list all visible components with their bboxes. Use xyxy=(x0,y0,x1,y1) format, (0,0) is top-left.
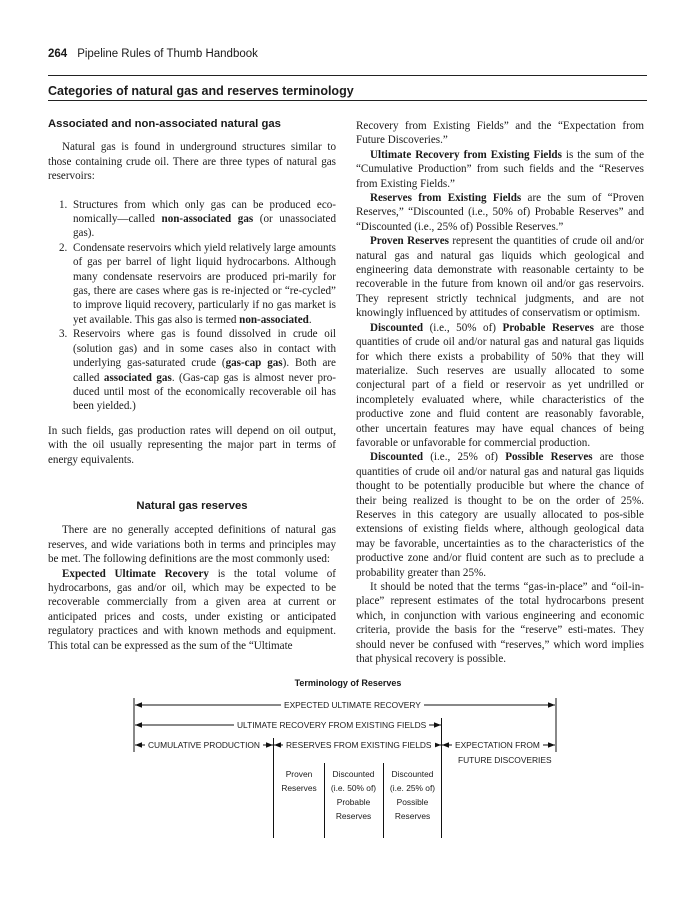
proven-reserves-label: Proven Reserves xyxy=(281,769,317,793)
title-rule xyxy=(48,100,647,101)
possible-reserves-paragraph: Discounted (i.e., 25% of) Possible Reserves are those quantities of crude oil and/or natural gas and natural gas liquids thought to be potentially producible but where the chance of their being realized is thought to be on the order of 25%. Reserves in this category are usually allocated to pos-sible extensions of existing fields where, although geological data may be favorable, uncertainties as to the characteristics of the productive zone and/or fluid content are such as to preclude a probability greater than 25%. xyxy=(356,451,644,579)
right-column xyxy=(356,119,644,666)
terminology-figure xyxy=(133,678,563,838)
term-non-associated: non-associated xyxy=(239,313,309,326)
section-title: Categories of natural gas and reserves terminology xyxy=(48,84,354,98)
after-list-paragraph: In such fields, gas production rates will depend on oil output, with the oil usually representing the major part in terms of energy equivalents. xyxy=(48,424,336,466)
cum-label: CUMULATIVE PRODUCTION xyxy=(145,740,263,750)
eur-paragraph: Expected Ultimate Recovery is the total volume of hydrocarbons, gas and/or oil, which may be expected to be recoverable commercially from a given area at current or anticipated prices and costs, under existing or anticipated regulatory practices and with known methods and equipment. This total can be expressed as the sum of the “Ultimate xyxy=(48,567,336,652)
list-item: 1. Structures from which only gas can be produced eco-nomically—called non-associated gas (or unassociated gas). xyxy=(59,198,336,240)
page-number: 264 xyxy=(48,48,68,60)
probable-reserves-label: Discounted (i.e. 50% of) Probable Reserves xyxy=(330,769,377,821)
probable-reserves-paragraph: Discounted (i.e., 50% of) Probable Reserves are those quantities of crude oil and/or natural gas and natural gas liquids for which there exists a probability of 50% that they will materialize. Such reserves are usually allocated to some conjectural part of a field or reservoir as yet undrilled or incompletely evaluated where, while characteristics of the productive zone and fluid content are reasonably favorable, other uncertain features may have equal chances of being favorable or unfavorable for commercial production. xyxy=(356,321,644,449)
ur-label: ULTIMATE RECOVERY FROM EXISTING FIELDS xyxy=(234,720,429,730)
left-column xyxy=(48,117,336,653)
reserves-existing-paragraph: Reserves from Existing Fields are the sum of “Proven Reserves,” “Discounted (i.e., 50% of) Probable Reserves” and “Discounted (i.e., 25% of) Possible Reserves.” xyxy=(356,192,644,233)
possible-reserves-label: Discounted (i.e. 25% of) Possible Reserves xyxy=(389,769,436,821)
term-non-associated-gas: non-associated gas xyxy=(161,213,254,226)
figure-title: Terminology of Reserves xyxy=(294,678,402,688)
list-item: 3. Reservoirs where gas is found dissolved in crude oil (solution gas) and in some cases also in contact with underlying gas-saturated crude (gas-cap gas). Both are called associated gas. (Gas-cap gas is almost never pro-duced until most of the economically recoverable oil has been yielded.) xyxy=(59,328,336,413)
running-head xyxy=(48,48,258,60)
ultimate-recovery-paragraph: Ultimate Recovery from Existing Fields is the sum of the “Cumulative Production” from such fields and the “Reserves from Existing Fields.” xyxy=(356,148,644,190)
heading-natural-gas-reserves: Natural gas reserves xyxy=(136,499,248,512)
exp-label-line1: EXPECTATION FROM xyxy=(452,740,543,750)
term-associated-gas: associated gas xyxy=(103,371,172,384)
definitions-paragraph: There are no generally accepted definitions of natural gas reserves, and wide variations both in terms and principles may be met. The following definitions are the most commonly used: xyxy=(48,524,336,566)
heading-associated-gas: Associated and non-associated natural gas xyxy=(48,118,281,130)
eur-label: EXPECTED ULTIMATE RECOVERY xyxy=(281,700,424,710)
ref-label: RESERVES FROM EXISTING FIELDS xyxy=(283,740,435,750)
intro-paragraph: Natural gas is found in underground structures similar to those containing crude oil. There are three types of natural gas reservoirs: xyxy=(48,141,336,183)
exp-label-line2: FUTURE DISCOVERIES xyxy=(455,755,555,765)
header-rule xyxy=(48,75,647,76)
reservoir-type-list xyxy=(48,198,336,414)
continued-paragraph: Recovery from Existing Fields” and the “Expectation from Future Discoveries.” xyxy=(356,120,644,147)
book-title: Pipeline Rules of Thumb Handbook xyxy=(77,48,258,60)
note-paragraph: It should be noted that the terms “gas-in-place” and “oil-in-place” represent estimates of the total hydrocarbons present which, in conjunction with various engineering and economic criteria, provide the basis for the “reserve” esti-mates. They should never be confused with “reserves,” which word implies that physical recovery is possible. xyxy=(356,581,644,666)
list-item: 2. Condensate reservoirs which yield relatively large amounts of gas per barrel of light liquid hydrocarbons. Although many condensate reservoirs are produced pri-marily for gas, there are cases where gas is re-injected or “re-cycled” to improve liquid recovery, particularly if no gas market is yet available. This gas also is termed non-associated. xyxy=(59,241,336,326)
proven-reserves-paragraph: Proven Reserves represent the quantities of crude oil and/or natural gas and natural gas liquids which geological and engineering data demonstrate with reasonable certainty to be recoverable in the future from known oil and/or gas reservoirs. They represent strictly technical judgments, and are not knowingly influenced by attitudes of conservatism or optimism. xyxy=(356,235,644,320)
term-gas-cap-gas: gas-cap gas xyxy=(225,357,283,370)
